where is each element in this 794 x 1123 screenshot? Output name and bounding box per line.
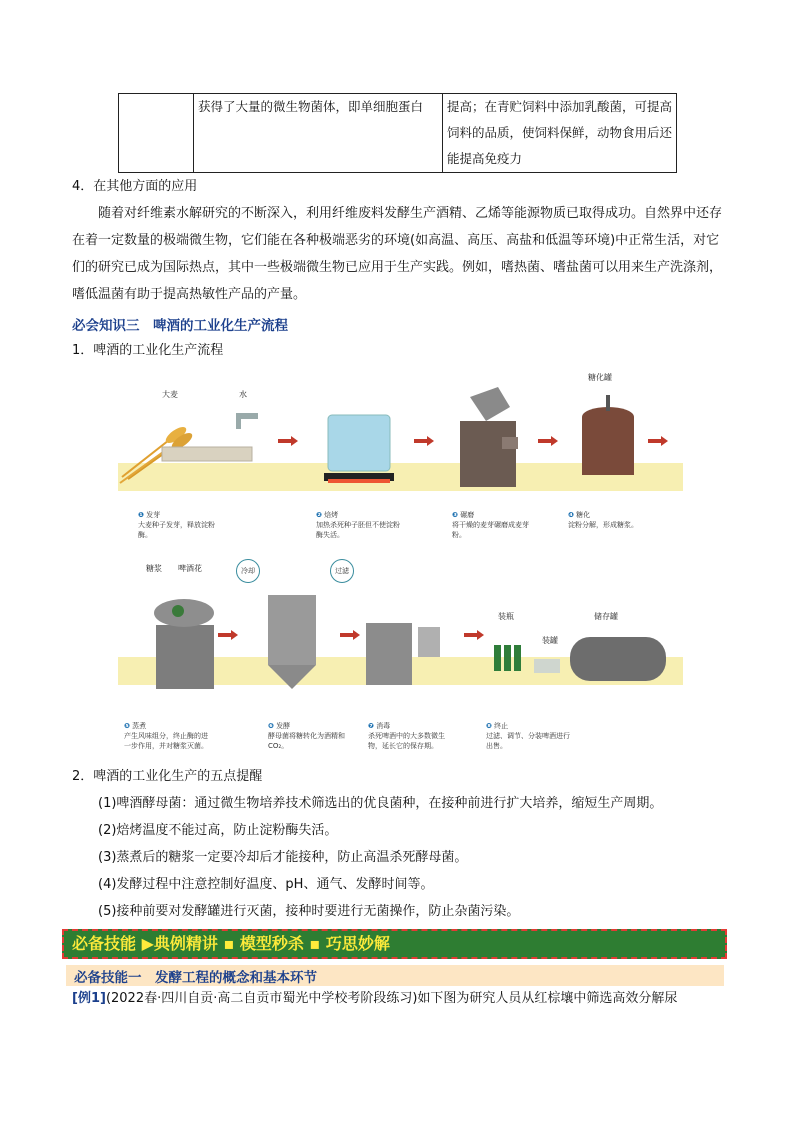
application-table — [118, 93, 677, 173]
flow-arrow — [648, 439, 662, 443]
flow-arrow — [414, 439, 428, 443]
item2-point-4: (4)发酵过程中注意控制好温度、pH、通气、发酵时间等。 — [98, 877, 434, 892]
skills-banner — [62, 929, 727, 959]
flow-arrow — [538, 439, 552, 443]
pasteurizer-icon — [366, 623, 440, 685]
section4-paragraph: 随着对纤维素水解研究的不断深入，利用纤维废料发酵生产酒精、乙烯等能源物质已取得成功。自然界中还存在着一定数量的极端微生物，它们能在各种极端恶劣的环境(如高温、高压、高盐和低温等环境)中正常生活，对它们的研究已成为国际热点，其中一些极端微生物已应用于生产实践。例如，嗜热菌、嗜盐菌可以用来生产洗涤剂，嗜低温菌有助于提高热敏性产品的产量。 — [72, 206, 723, 302]
faucet-icon — [236, 413, 258, 429]
example-1 — [72, 989, 732, 1009]
flow-arrow — [278, 439, 292, 443]
table-cell-empty — [119, 94, 194, 173]
bottles-icon — [494, 645, 560, 673]
label-barley: 大麦 — [162, 390, 178, 399]
germination-tray — [162, 447, 252, 461]
item2-point-5: (5)接种前要对发酵罐进行灭菌，接种时要进行无菌操作，防止杂菌污染。 — [98, 904, 520, 919]
item2-point-2: (2)焙烤温度不能过高，防止淀粉酶失活。 — [98, 823, 338, 838]
storage-tank-icon — [570, 637, 666, 681]
brewing-diagram-row1 — [118, 367, 683, 557]
stage-illustrations-row1 — [118, 387, 683, 497]
label-bottle: 装瓶 — [498, 612, 514, 621]
step-1-caption: ❶ 发芽 大麦种子发芽，释放淀粉酶。 — [138, 511, 215, 539]
kettle-icon — [154, 599, 214, 689]
label-hops: 啤酒花 — [178, 564, 202, 573]
label-sugar: 糖浆 — [146, 564, 162, 573]
flow-arrow — [218, 633, 232, 637]
mash-tun-icon — [582, 395, 634, 475]
example-text: (2022春·四川自贡·高二自贡市蜀光中学校考阶段练习)如下图为研究人员从红棕壤中筛选高效分解尿 — [105, 991, 678, 1006]
table-cell-middle: 获得了大量的微生物菌体，即单细胞蛋白 — [194, 94, 443, 173]
flow-arrow — [464, 633, 478, 637]
flow-arrow — [340, 633, 354, 637]
label-store: 储存罐 — [594, 612, 618, 621]
step-3-caption: ❸ 碾磨 将干燥的麦芽碾磨成麦芽粉。 — [452, 511, 529, 539]
example-tag: [例1] — [72, 991, 106, 1006]
table-row — [119, 94, 677, 173]
stage-illustrations-row2 — [118, 577, 683, 697]
step-7-caption: ❼ 消毒 杀死啤酒中的大多数微生物，延长它的保存期。 — [368, 722, 445, 750]
mill-icon — [460, 387, 518, 487]
step-4-caption: ❹ 糖化 淀粉分解，形成糖浆。 — [568, 511, 638, 529]
section4-heading: 4．在其他方面的应用 — [72, 179, 198, 194]
item1-heading: 1．啤酒的工业化生产流程 — [72, 343, 224, 358]
label-tank: 糖化罐 — [588, 373, 612, 382]
skills-banner-text: 必备技能 ▶典例精讲 ▪ 模型秒杀 ▪ 巧思妙解 — [72, 934, 390, 953]
item2-point-3: (3)蒸煮后的糖浆一定要冷却后才能接种，防止高温杀死酵母菌。 — [98, 850, 468, 865]
item2-point-1: (1)啤酒酵母菌：通过微生物培养技术筛选出的优良菌种，在接种前进行扩大培养，缩短生产周期。 — [98, 796, 663, 811]
item2-heading: 2．啤酒的工业化生产的五点提醒 — [72, 769, 263, 784]
step-5-caption: ❺ 蒸煮 产生风味组分，终止酶的进一步作用，并对糖浆灭菌。 — [124, 722, 208, 750]
fermenter-icon — [268, 595, 316, 689]
brewing-diagram-row2 — [118, 557, 683, 757]
cool-badge: 冷却 — [236, 559, 260, 583]
label-can: 装罐 — [542, 636, 558, 645]
label-water: 水 — [239, 390, 247, 399]
step-6-caption: ❻ 发酵 酵母菌将糖转化为酒精和CO₂。 — [268, 722, 345, 750]
step-8-caption: ❽ 终止 过滤、调节、分装啤酒进行出售。 — [486, 722, 570, 750]
skill1-title: 必备技能一 发酵工程的概念和基本环节 — [74, 970, 317, 986]
table-cell-right: 提高；在青贮饲料中添加乳酸菌，可提高饲料的品质，使饲料保鲜，动物食用后还能提高免疫力 — [443, 94, 677, 173]
skill1-bar — [66, 965, 724, 986]
filter-badge: 过滤 — [330, 559, 354, 583]
kiln-icon — [324, 415, 394, 483]
knowledge3-title: 必会知识三 啤酒的工业化生产流程 — [72, 318, 288, 334]
step-2-caption: ❷ 焙烤 加热杀死种子胚但不使淀粉酶失活。 — [316, 511, 400, 539]
